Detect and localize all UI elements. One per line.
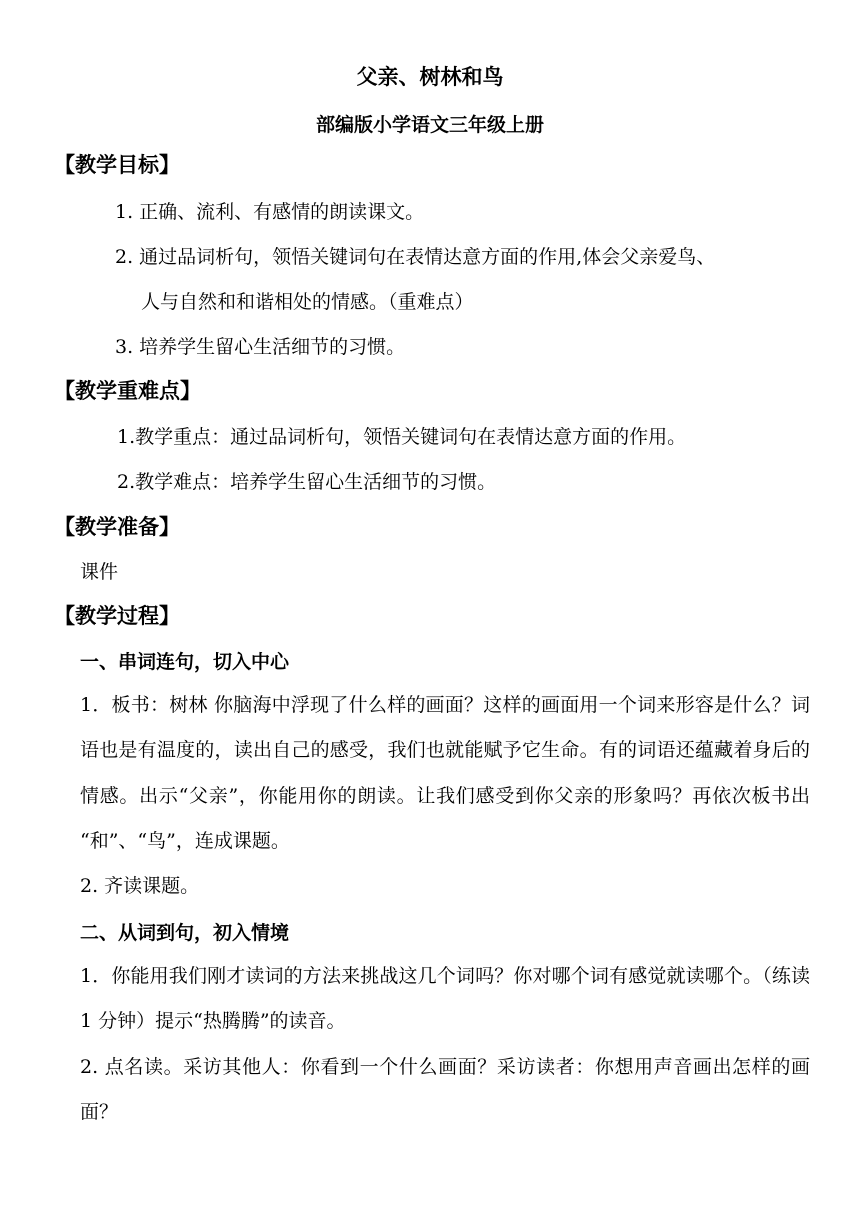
section-heading-goals: 【教学目标】 xyxy=(54,152,180,177)
process-part-2-heading: 二、从词到句，初入情境 xyxy=(80,922,290,944)
key-point-item-1: 1.教学重点：通过品词析句，领悟关键词句在表情达意方面的作用。 xyxy=(117,426,687,448)
process-part-1-paragraph-1: 1．板书：树林 你脑海中浮现了什么样的画面？这样的画面用一个词来形容是什么？词语也是有温度的，读出自己的感受，我们也就能赋予它生命。有的词语还蕴藏着身后的情感。出示“父亲”，你能用你的朗读。让我们感受到你父亲的形象吗？再依次板书出 “和”、“鸟”，连成课题。 xyxy=(80,694,810,852)
process-part-2-paragraph-1: 1．你能用我们刚才读词的方法来挑战这几个词吗？你对哪个词有感觉就读哪个。（练读 1 分钟）提示“热腾腾”的读音。 xyxy=(80,965,810,1033)
section-heading-key-points: 【教学重难点】 xyxy=(54,378,201,403)
process-part-2-paragraph-2: 2. 点名读。采访其他人：你看到一个什么画面？采访读者：你想用声音画出怎样的画面？ xyxy=(80,1056,810,1124)
goal-item-3: 3. 培养学生留心生活细节的习惯。 xyxy=(115,336,406,358)
goal-item-2-line-1: 2. 通过品词析句，领悟关键词句在表情达意方面的作用,体会父亲爱鸟、 xyxy=(115,246,716,268)
process-part-1-heading: 一、串词连句，切入中心 xyxy=(80,651,290,673)
document-title: 父亲、树林和鸟 xyxy=(356,64,504,89)
goal-item-1: 1. 正确、流利、有感情的朗读课文。 xyxy=(115,201,425,223)
preparation-content: 课件 xyxy=(80,561,119,583)
section-heading-process: 【教学过程】 xyxy=(54,603,180,628)
section-heading-preparation: 【教学准备】 xyxy=(54,514,180,539)
document-subtitle: 部编版小学语文三年级上册 xyxy=(315,114,544,136)
process-part-1-paragraph-2: 2. 齐读课题。 xyxy=(80,875,200,897)
key-point-item-2: 2.教学难点：培养学生留心生活细节的习惯。 xyxy=(117,471,497,493)
goal-item-2-line-2: 人与自然和和谐相处的情感。（重难点） xyxy=(141,291,474,313)
